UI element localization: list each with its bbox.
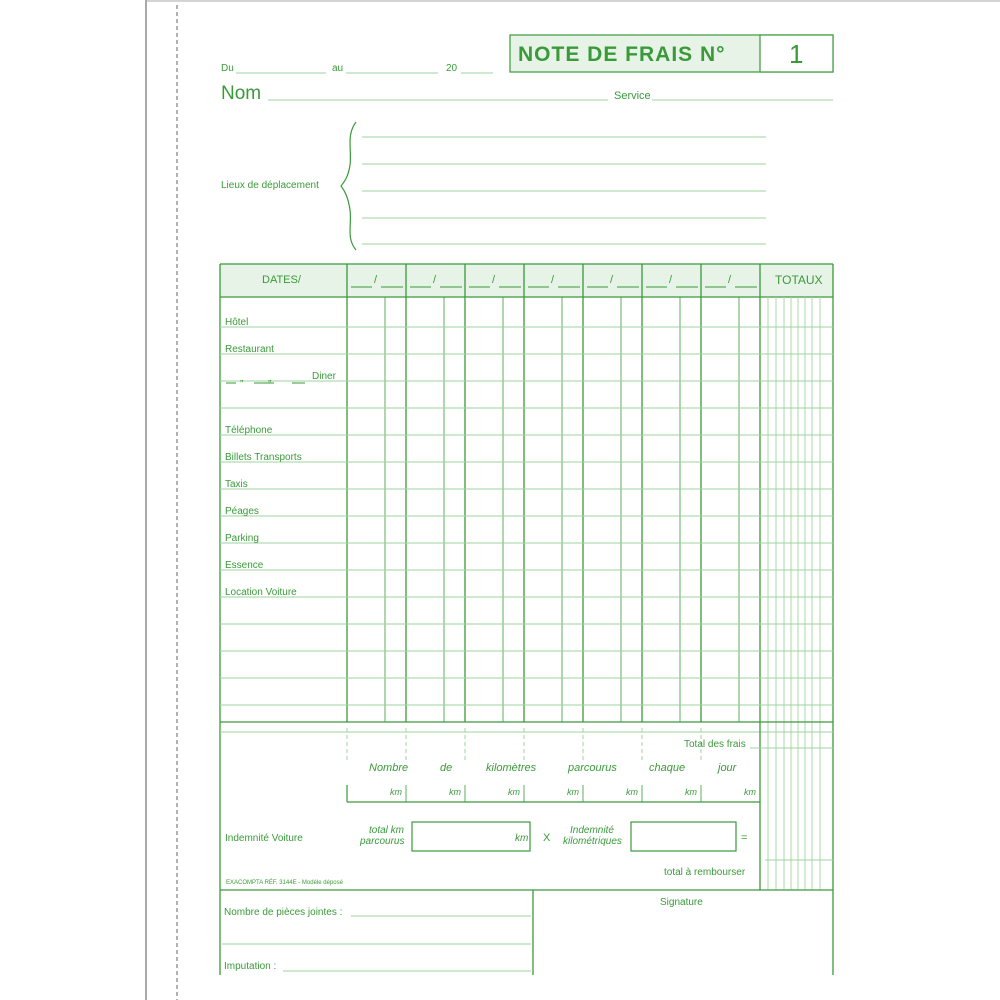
km-caption-word-1: Nombre	[369, 762, 409, 774]
multiply-sign: X	[543, 832, 551, 844]
total-rembourser-label: total à rembourser	[664, 867, 746, 878]
year-prefix: 20	[446, 63, 458, 74]
date-column-4: /	[551, 274, 555, 286]
service-label: Service	[614, 90, 651, 102]
date-column-2: /	[433, 274, 437, 286]
date-column-7: /	[728, 274, 732, 286]
row-label-3: Diner	[312, 371, 336, 382]
km-unit-2: km	[449, 787, 461, 797]
brace-shape	[341, 122, 356, 250]
au-label: au	[332, 63, 344, 74]
total-km-label-1: total km	[369, 825, 405, 836]
ditto-marks	[240, 374, 271, 384]
date-column-1: /	[374, 274, 378, 286]
km-caption-word-2: de	[440, 762, 453, 774]
row-label-11: Location Voiture	[225, 587, 297, 598]
pieces-jointes-label: Nombre de pièces jointes :	[224, 907, 343, 918]
lieux-label: Lieux de déplacement	[221, 180, 319, 191]
indemnite-label: Indemnité Voiture	[225, 833, 303, 844]
km-caption-word-6: jour	[718, 762, 737, 774]
row-label-9: Parking	[225, 533, 259, 544]
row-label-6: Billets Transports	[225, 452, 302, 463]
total-km-unit: km	[515, 833, 529, 844]
row-label-7: Taxis	[225, 479, 248, 490]
dates-header: DATES/	[262, 274, 301, 286]
imputation-label: Imputation :	[224, 961, 277, 972]
ditto-mark-1: „	[240, 373, 244, 384]
row-label-5: Téléphone	[225, 425, 273, 436]
form-number: 1	[789, 39, 804, 69]
row-label-8: Péages	[225, 506, 259, 517]
date-column-5: /	[610, 274, 614, 286]
indemnite-km-box	[631, 822, 736, 851]
km-unit-1: km	[390, 787, 402, 797]
indemnite-km-label-2: kilométriques	[563, 836, 622, 847]
title-box-label: NOTE DE FRAIS N°	[518, 43, 726, 66]
table-header-band	[220, 264, 833, 297]
equals-sign: =	[741, 832, 748, 844]
signature-label: Signature	[660, 897, 703, 908]
totaux-header: TOTAUX	[775, 273, 823, 287]
reference-text: EXACOMPTA RÉF. 3144E - Modèle déposé	[226, 880, 343, 886]
total-km-box	[412, 822, 530, 851]
date-column-3: /	[492, 274, 496, 286]
nom-label: Nom	[221, 83, 262, 104]
indemnite-km-label-1: Indemnité	[570, 825, 614, 836]
km-unit-5: km	[626, 787, 638, 797]
du-label: Du	[221, 63, 234, 74]
total-frais-label: Total des frais	[684, 739, 746, 750]
km-unit-7: km	[744, 787, 756, 797]
km-unit-3: km	[508, 787, 520, 797]
date-column-6: /	[669, 274, 673, 286]
row-label-1: Hôtel	[225, 317, 249, 328]
ditto-mark-2: „	[268, 373, 272, 384]
km-unit-4: km	[567, 787, 579, 797]
km-caption-word-3: kilomètres	[486, 762, 537, 774]
km-caption-word-5: chaque	[649, 762, 686, 774]
total-km-label-2: parcourus	[360, 836, 405, 847]
row-label-10: Essence	[225, 560, 264, 571]
km-caption-word-4: parcourus	[568, 762, 617, 774]
row-label-2: Restaurant	[225, 344, 274, 355]
km-unit-6: km	[685, 787, 697, 797]
